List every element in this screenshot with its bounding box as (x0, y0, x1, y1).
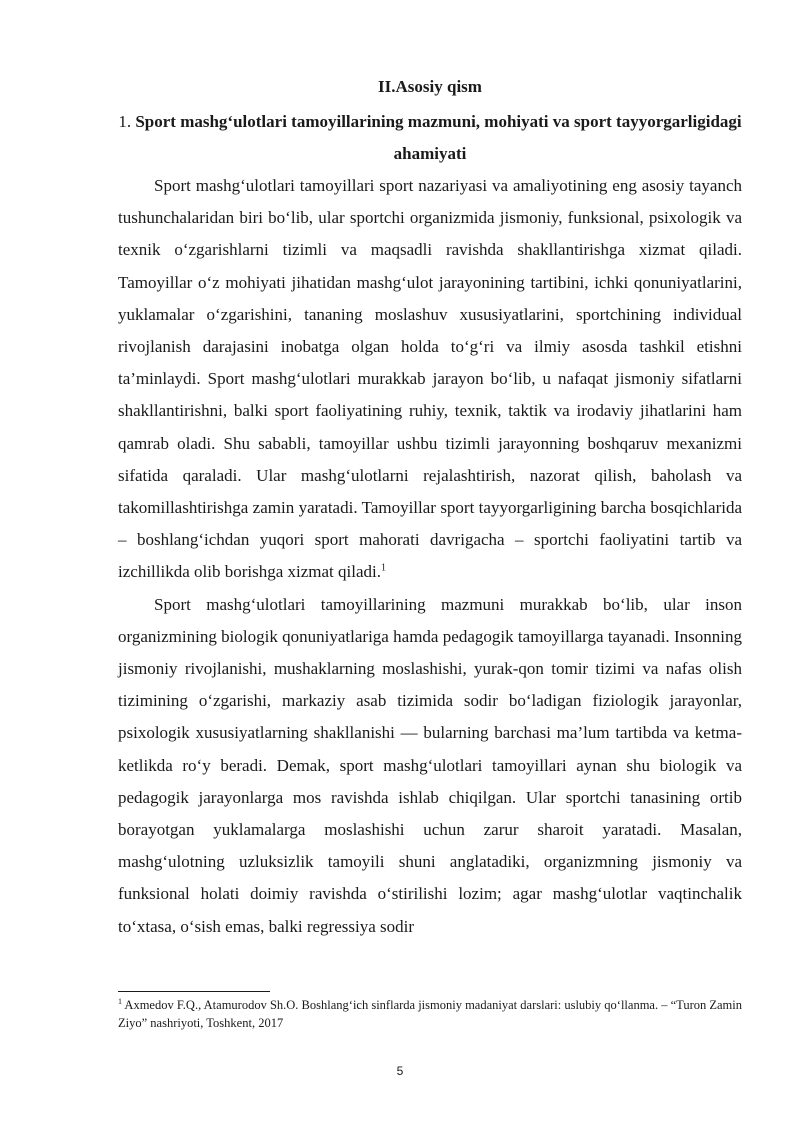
footnote (118, 996, 742, 1032)
body-paragraph (118, 589, 742, 943)
chapter-title-text: Sport mashg‘ulotlari tamoyillarining mazmuni, mohiyati va sport tayyorgarligidagi ahamiyati (135, 112, 742, 163)
footnote-reference[interactable]: 1 (380, 562, 386, 574)
page-number: 5 (396, 1064, 404, 1078)
body-paragraph (118, 170, 742, 589)
main-content (118, 76, 742, 943)
footnote-marker: 1 (118, 996, 122, 1006)
paragraph-text: Sport mashg‘ulotlari tamoyillarining mazmuni murakkab bo‘lib, ular inson organizmining biologik qonuniyatlariga hamda pedagogik tamoyillarga tayanadi. Insonning jismoniy rivojlanishi, mushaklarning moslashishi, yurak-qon tomir tizimi va nafas olish tizimining o‘zgarishi, markaziy asab tizimida sodir bo‘ladigan fiziologik jarayonlar, psixologik xususiyatlarning shakllanishi — bularning barchasi ma’lum tartibda va ketma-ketlikda ro‘y beradi. Demak, sport mashg‘ulotlari tamoyillari aynan shu biologik va pedagogik jarayonlarga mos ravishda ishlab chiqilgan. Ular sportchi tanasining ortib borayotgan yuklamalarga moslashishi uchun zarur sharoit yaratadi. Masalan, mashg‘ulotning uzluksizlik tamoyili shuni anglatadiki, organizmning jismoniy va funksional holati doimiy ravishda o‘stirilishi lozim; agar mashg‘ulotlar vaqtinchalik to‘xtasa, o‘sish emas, balki regressiya sodir (118, 594, 742, 936)
paragraph-text: Sport mashg‘ulotlari tamoyillari sport nazariyasi va amaliyotining eng asosiy tayanch tushunchalaridan biri bo‘lib, ular sportchi organizmida jismoniy, funksional, psixologik va texnik o‘zgarishlarni tizimli va maqsadli ravishda shakllantirishga xizmat qiladi. Tamoyillar o‘z mohiyati jihatidan mashg‘ulot jarayonining tartibini, ichki qonuniyatlarini, yuklamalar o‘zgarishini, tananing moslashuv xususiyatlarini, sportchining individual rivojlanish darajasini inobatga olgan holda to‘g‘ri va ilmiy asosda tashkil etishni ta’minlaydi. Sport mashg‘ulotlari murakkab jarayon bo‘lib, u nafaqat jismoniy sifatlarni shakllantirishni, balki sport faoliyatining ruhiy, texnik, taktik va irodaviy jihatlarini ham qamrab oladi. Shu sababli, tamoyillar ushbu tizimli jarayonning boshqaruv mexanizmi sifatida qaraladi. Ular mashg‘ulotlarni rejalashtirish, nazorat qilish, baholash va takomillashtirishga zamin yaratadi. Tamoyillar sport tayyorgarligining barcha bosqichlarida – boshlang‘ichdan yuqori sport mahorati davrigacha – sportchi faoliyatini tartib va izchillikda olib borishga xizmat qiladi. (118, 176, 742, 582)
section-title: II.Asosiy qism (378, 77, 482, 96)
chapter-number: 1. (118, 112, 132, 131)
footnote-text: Axmedov F.Q., Atamurodov Sh.O. Boshlang‘ich sinflarda jismoniy madaniyat darslari: uslubiy qo‘llanma. – “Turon Zamin Ziyo” nashriyoti, Toshkent, 2017 (118, 998, 742, 1030)
chapter-title (118, 106, 742, 170)
footnote-separator (118, 991, 270, 992)
